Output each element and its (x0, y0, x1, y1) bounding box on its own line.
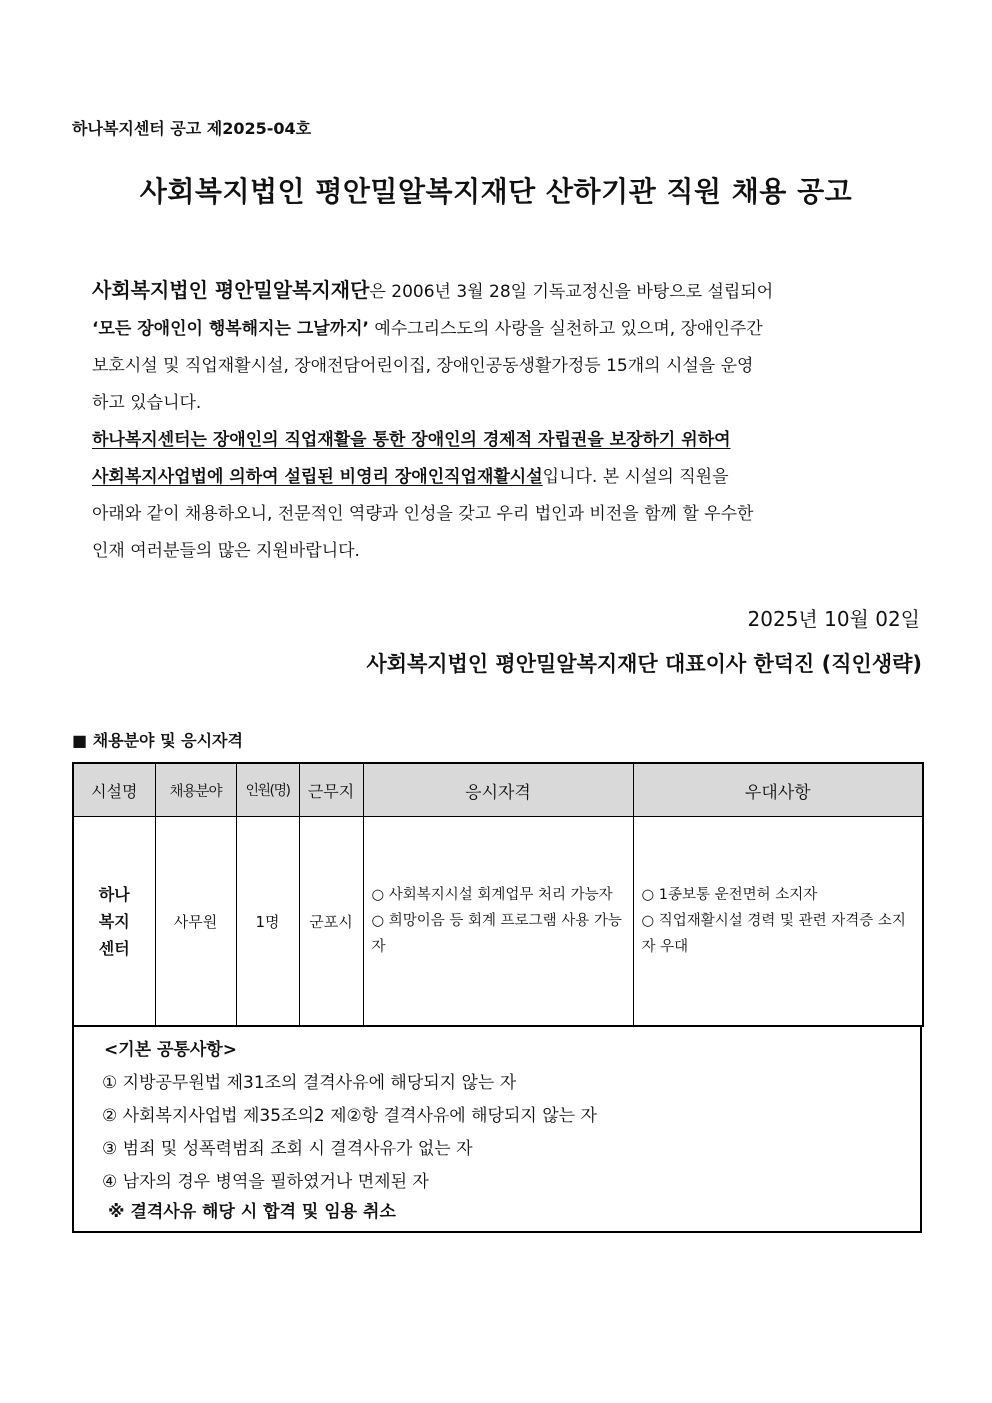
common-item: ④ 남자의 경우 병역을 필하였거나 면제된 자 (102, 1172, 429, 1192)
facility-line: 센터 (98, 938, 130, 958)
intro-underlined-1: 하나복지센터는 장애인의 직업재활을 통한 장애인의 경제적 자립권을 보장하기 위하여 (92, 430, 731, 450)
preference-item: ○ 직업재활시설 경력 및 관련 자격증 소지자 우대 (641, 913, 906, 955)
common-requirements-box (72, 1025, 922, 1233)
qualification-item: ○ 사회복지시설 회계업무 처리 가능자 (371, 887, 613, 903)
page-title: 사회복지법인 평안밀알복지재단 산하기관 직원 채용 공고 (139, 175, 853, 208)
header-facility: 시설명 (73, 763, 155, 817)
header-count: 인원(명) (236, 763, 299, 817)
facility-line: 하나 (98, 884, 130, 904)
common-item: ① 지방공무원법 제31조의 결격사유에 해당되지 않는 자 (102, 1073, 517, 1093)
intro-line-5 (92, 422, 922, 459)
header-field: 채용분야 (155, 763, 236, 817)
intro-underlined-2: 사회복지사업법에 의하여 설립된 비영리 장애인직업재활시설 (92, 467, 543, 487)
intro-line-1-rest: 은 2006년 3월 28일 기독교정신을 바탕으로 설립되어 (369, 282, 774, 302)
table-row (73, 817, 923, 1027)
cell-qualifications (363, 817, 633, 1027)
intro-line-7: 아래와 같이 채용하오니, 전문적인 역량과 인성을 갖고 우리 법인과 비전을 함께 할 우수한 (92, 504, 754, 524)
preference-item: ○ 1종보통 운전면허 소지자 (641, 887, 818, 903)
intro-line-6 (92, 459, 922, 496)
header-qualification: 응시자격 (363, 763, 633, 817)
table-header-row (73, 763, 923, 817)
intro-line-2 (92, 311, 922, 348)
cell-location: 군포시 (299, 817, 363, 1027)
cell-field: 사무원 (155, 817, 236, 1027)
header-preference: 우대사항 (633, 763, 923, 817)
intro-motto: ‘모든 장애인이 행복해지는 그날까지’ (92, 319, 370, 339)
intro-line-8: 인재 여러분들의 많은 지원바랍니다. (92, 541, 360, 561)
common-title: <기본 공통사항> (104, 1040, 237, 1060)
qualification-item: ○ 희망이음 등 회계 프로그램 사용 가능자 (371, 913, 622, 955)
cell-count: 1명 (236, 817, 299, 1027)
intro-line-1 (92, 272, 922, 311)
intro-org-name: 사회복지법인 평안밀알복지재단 (92, 278, 370, 302)
header-location: 근무지 (299, 763, 363, 817)
recruit-table (72, 762, 924, 1027)
intro-line-2-rest: 예수그리스도의 사랑을 실천하고 있으며, 장애인주간 (369, 319, 763, 339)
intro-text (92, 272, 922, 570)
notice-date: 2025년 10월 02일 (747, 607, 920, 631)
cell-facility (73, 817, 155, 1027)
common-item: ③ 범죄 및 성폭력범죄 조회 시 결격사유가 없는 자 (102, 1139, 473, 1159)
signature: 사회복지법인 평안밀알복지재단 대표이사 한덕진 (직인생략) (366, 652, 922, 676)
facility-line: 복지 (98, 911, 130, 931)
section-title: ■ 채용분야 및 응시자격 (72, 731, 243, 750)
intro-line-3: 보호시설 및 직업재활시설, 장애전담어린이집, 장애인공동생활가정등 15개의 시설을 운영 (92, 356, 754, 376)
cell-preferences (633, 817, 923, 1027)
intro-line-6-rest: 입니다. 본 시설의 직원을 (542, 467, 729, 487)
common-item: ② 사회복지사업법 제35조의2 제②항 결격사유에 해당되지 않는 자 (102, 1106, 597, 1126)
common-warning: ※ 결격사유 해당 시 합격 및 임용 취소 (108, 1202, 396, 1222)
intro-line-4: 하고 있습니다. (92, 393, 202, 413)
notice-number: 하나복지센터 공고 제2025-04호 (72, 119, 312, 138)
